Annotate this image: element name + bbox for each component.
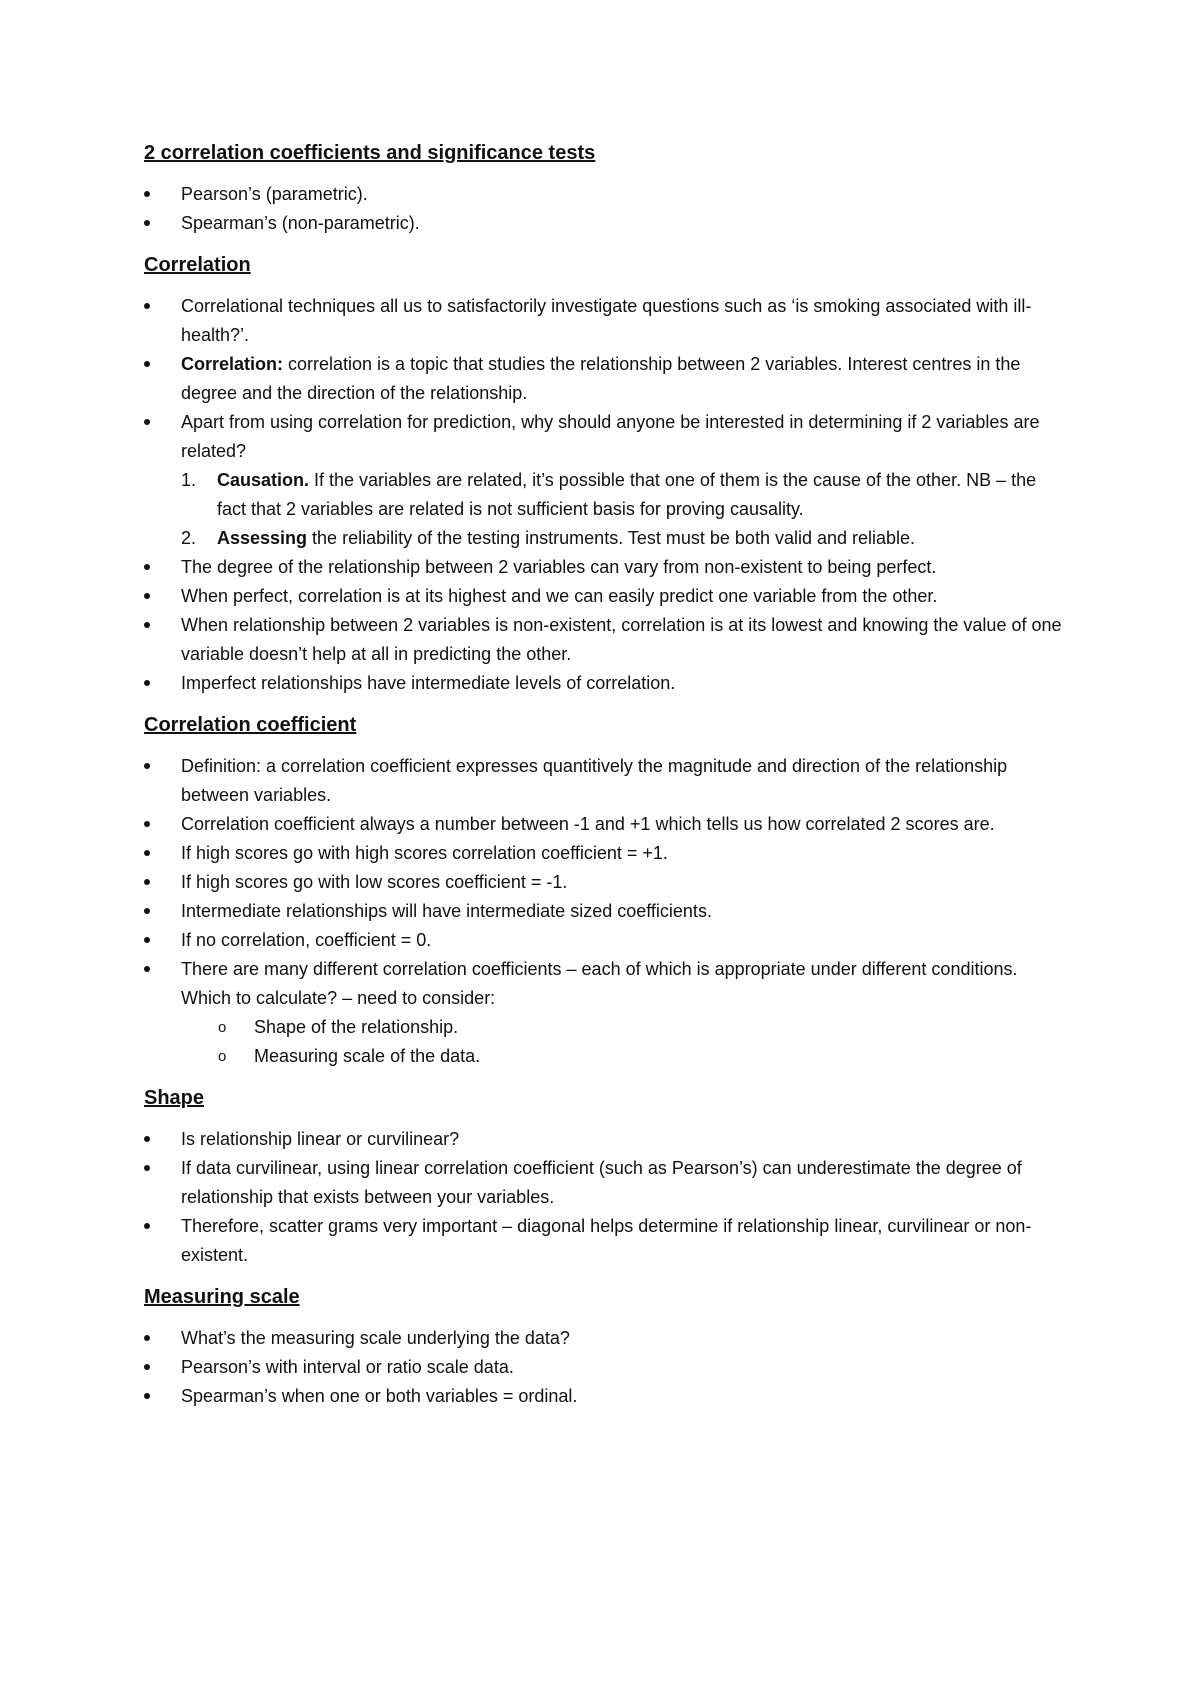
section-measuring-scale xyxy=(144,1284,1064,1411)
bold-lead: Correlation: xyxy=(181,354,284,374)
item-number: 1. xyxy=(181,470,197,490)
bullet-item: Correlational techniques all us to satisfactorily investigate questions such as ‘is smoking associated with ill-health?’. xyxy=(144,292,1064,350)
sub-item-text: Shape of the relationship. xyxy=(254,1017,459,1037)
sub-item xyxy=(144,1042,1064,1071)
section-overview xyxy=(144,140,1064,238)
section-correlation xyxy=(144,252,1064,698)
bold-lead: Causation. xyxy=(217,470,310,490)
section-heading: Correlation xyxy=(144,254,251,276)
section-shape xyxy=(144,1085,1064,1270)
bullet-item: Is relationship linear or curvilinear? xyxy=(144,1125,1064,1154)
sub-item-text: Measuring scale of the data. xyxy=(254,1046,481,1066)
bullet-item xyxy=(144,350,1064,408)
bullet-item: When perfect, correlation is at its highest and we can easily predict one variable from the other. xyxy=(144,582,1064,611)
bullet-item: If data curvilinear, using linear correlation coefficient (such as Pearson’s) can underestimate the degree of relationship that exists between your variables. xyxy=(144,1154,1064,1212)
bullet-item: When relationship between 2 variables is non-existent, correlation is at its lowest and knowing the value of one variable doesn’t help at all in predicting the other. xyxy=(144,611,1064,669)
section-heading: Correlation coefficient xyxy=(144,714,357,736)
sub-bullet-mark: o xyxy=(218,1019,227,1036)
bullet-text: correlation is a topic that studies the relationship between 2 variables. Interest centres in the degree and the direction of the relationship. xyxy=(181,354,1021,403)
section-heading: Measuring scale xyxy=(144,1286,300,1308)
bullet-item: Therefore, scatter grams very important – diagonal helps determine if relationship linear, curvilinear or non-existent. xyxy=(144,1212,1064,1270)
bullet-item: Imperfect relationships have intermediate levels of correlation. xyxy=(144,669,1064,698)
numbered-item xyxy=(144,524,1064,553)
section-heading: Shape xyxy=(144,1087,205,1109)
bullet-item: If no correlation, coefficient = 0. xyxy=(144,926,1064,955)
bullet-list xyxy=(144,752,1064,1013)
bullet-item: Spearman’s (non-parametric). xyxy=(144,209,1064,238)
bold-lead: Assessing xyxy=(217,528,308,548)
bullet-item: There are many different correlation coefficients – each of which is appropriate under different conditions. Which to calculate? – need to consider: xyxy=(144,955,1064,1013)
bullet-item: Spearman’s when one or both variables = ordinal. xyxy=(144,1382,1064,1411)
bullet-list xyxy=(144,1125,1064,1270)
bullet-item: What’s the measuring scale underlying the data? xyxy=(144,1324,1064,1353)
bullet-item: Pearson’s (parametric). xyxy=(144,180,1064,209)
bullet-item: If high scores go with low scores coefficient = -1. xyxy=(144,868,1064,897)
item-text: If the variables are related, it’s possible that one of them is the cause of the other. NB – the fact that 2 variables are related is not sufficient basis for proving causality. xyxy=(217,470,1037,519)
bullet-list xyxy=(144,1324,1064,1411)
bullet-list xyxy=(144,292,1064,466)
document-page xyxy=(144,140,1064,1411)
item-text: the reliability of the testing instruments. Test must be both valid and reliable. xyxy=(307,528,916,548)
bullet-item: The degree of the relationship between 2 variables can vary from non-existent to being perfect. xyxy=(144,553,1064,582)
numbered-item xyxy=(144,466,1064,524)
bullet-item: Definition: a correlation coefficient expresses quantitively the magnitude and direction of the relationship between variables. xyxy=(144,752,1064,810)
item-number: 2. xyxy=(181,528,197,548)
bullet-item: Pearson’s with interval or ratio scale data. xyxy=(144,1353,1064,1382)
bullet-item: Intermediate relationships will have intermediate sized coefficients. xyxy=(144,897,1064,926)
section-heading: 2 correlation coefficients and significance tests xyxy=(144,142,596,164)
bullet-list xyxy=(144,553,1064,698)
section-correlation-coefficient xyxy=(144,712,1064,1071)
bullet-item: If high scores go with high scores correlation coefficient = +1. xyxy=(144,839,1064,868)
bullet-list xyxy=(144,180,1064,238)
bullet-item: Correlation coefficient always a number between -1 and +1 which tells us how correlated 2 scores are. xyxy=(144,810,1064,839)
sub-item xyxy=(144,1013,1064,1042)
bullet-item: Apart from using correlation for prediction, why should anyone be interested in determining if 2 variables are related? xyxy=(144,408,1064,466)
sub-bullet-mark: o xyxy=(218,1048,227,1065)
sub-list xyxy=(144,1013,1064,1071)
numbered-list xyxy=(144,466,1064,553)
